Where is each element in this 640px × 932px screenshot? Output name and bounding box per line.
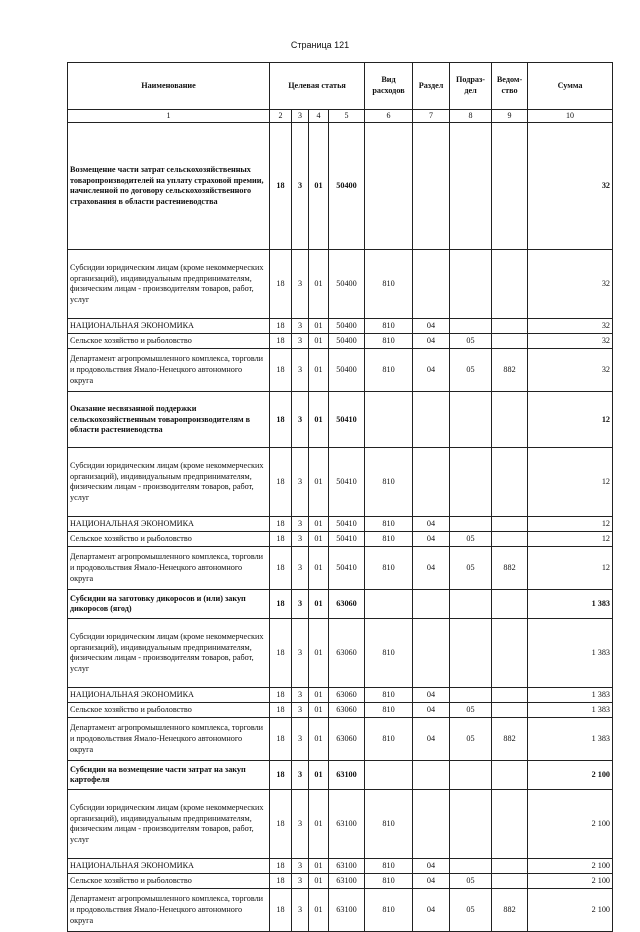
cell-code-4: 63060 <box>329 688 365 703</box>
cell-subsection <box>450 250 492 319</box>
cell-sum: 2 100 <box>528 889 613 932</box>
cell-subsection: 05 <box>450 703 492 718</box>
cell-expense-type <box>365 761 413 790</box>
cell-name: Сельское хозяйство и рыболовство <box>68 532 270 547</box>
cell-code-4: 63100 <box>329 761 365 790</box>
cell-expense-type <box>365 392 413 448</box>
cell-code-1: 18 <box>270 319 292 334</box>
cell-expense-type: 810 <box>365 619 413 688</box>
cell-code-4: 63100 <box>329 889 365 932</box>
cell-code-2: 3 <box>292 448 309 517</box>
cell-code-4: 50400 <box>329 334 365 349</box>
cell-subsection <box>450 319 492 334</box>
table-row <box>68 250 613 319</box>
cell-name: НАЦИОНАЛЬНАЯ ЭКОНОМИКА <box>68 859 270 874</box>
cell-code-3: 01 <box>309 532 329 547</box>
cell-section: 04 <box>413 718 450 761</box>
cell-sum: 1 383 <box>528 718 613 761</box>
cell-code-2: 3 <box>292 334 309 349</box>
column-number: 8 <box>450 110 492 123</box>
column-number: 4 <box>309 110 329 123</box>
column-number: 2 <box>270 110 292 123</box>
cell-code-3: 01 <box>309 547 329 590</box>
cell-code-2: 3 <box>292 790 309 859</box>
cell-expense-type: 810 <box>365 688 413 703</box>
cell-code-4: 50410 <box>329 532 365 547</box>
cell-name: Сельское хозяйство и рыболовство <box>68 874 270 889</box>
cell-section <box>413 392 450 448</box>
cell-expense-type: 810 <box>365 517 413 532</box>
cell-department <box>492 250 528 319</box>
cell-code-2: 3 <box>292 761 309 790</box>
table-row <box>68 123 613 250</box>
cell-department <box>492 517 528 532</box>
header-department: Ведом-ство <box>492 63 528 110</box>
table-row <box>68 619 613 688</box>
cell-name: Субсидии юридическим лицам (кроме некоммерческих организаций), индивидуальным предпринимателям, физическим лицам - производителям товаров, работ, услуг <box>68 448 270 517</box>
cell-code-1: 18 <box>270 874 292 889</box>
cell-code-2: 3 <box>292 874 309 889</box>
header-subsection: Подраз-дел <box>450 63 492 110</box>
cell-subsection <box>450 448 492 517</box>
cell-code-2: 3 <box>292 590 309 619</box>
cell-name: Департамент агропромышленного комплекса, торговли и продовольствия Ямало-Ненецкого автономного округа <box>68 349 270 392</box>
cell-code-2: 3 <box>292 859 309 874</box>
cell-code-2: 3 <box>292 889 309 932</box>
cell-code-3: 01 <box>309 448 329 517</box>
page-number-label: Страница 121 <box>290 40 350 50</box>
cell-expense-type: 810 <box>365 874 413 889</box>
cell-code-4: 50400 <box>329 319 365 334</box>
table-row <box>68 718 613 761</box>
cell-code-3: 01 <box>309 761 329 790</box>
cell-code-2: 3 <box>292 547 309 590</box>
cell-name: НАЦИОНАЛЬНАЯ ЭКОНОМИКА <box>68 517 270 532</box>
cell-code-1: 18 <box>270 392 292 448</box>
cell-code-1: 18 <box>270 718 292 761</box>
cell-code-4: 50400 <box>329 123 365 250</box>
cell-code-4: 50410 <box>329 448 365 517</box>
cell-code-2: 3 <box>292 250 309 319</box>
cell-section <box>413 123 450 250</box>
cell-department <box>492 448 528 517</box>
column-number: 7 <box>413 110 450 123</box>
cell-department: 882 <box>492 889 528 932</box>
cell-code-4: 63060 <box>329 590 365 619</box>
cell-sum: 1 383 <box>528 688 613 703</box>
cell-subsection <box>450 688 492 703</box>
cell-expense-type: 810 <box>365 319 413 334</box>
cell-section: 04 <box>413 703 450 718</box>
cell-section <box>413 619 450 688</box>
cell-sum: 32 <box>528 123 613 250</box>
cell-expense-type: 810 <box>365 334 413 349</box>
cell-code-1: 18 <box>270 859 292 874</box>
cell-name: НАЦИОНАЛЬНАЯ ЭКОНОМИКА <box>68 319 270 334</box>
table-row <box>68 790 613 859</box>
cell-code-1: 18 <box>270 517 292 532</box>
cell-sum: 32 <box>528 250 613 319</box>
cell-code-2: 3 <box>292 349 309 392</box>
cell-section: 04 <box>413 688 450 703</box>
table-row <box>68 547 613 590</box>
cell-subsection: 05 <box>450 334 492 349</box>
cell-code-1: 18 <box>270 619 292 688</box>
cell-name: Оказание несвязанной поддержки сельскохозяйственным товаропроизводителям в области растениеводства <box>68 392 270 448</box>
cell-subsection: 05 <box>450 532 492 547</box>
cell-code-3: 01 <box>309 874 329 889</box>
cell-section <box>413 448 450 517</box>
cell-section <box>413 590 450 619</box>
cell-code-1: 18 <box>270 123 292 250</box>
cell-department <box>492 590 528 619</box>
cell-expense-type: 810 <box>365 547 413 590</box>
cell-code-3: 01 <box>309 517 329 532</box>
cell-section <box>413 250 450 319</box>
cell-section: 04 <box>413 889 450 932</box>
cell-subsection <box>450 123 492 250</box>
cell-code-2: 3 <box>292 532 309 547</box>
cell-code-3: 01 <box>309 590 329 619</box>
cell-sum: 1 383 <box>528 590 613 619</box>
cell-code-3: 01 <box>309 349 329 392</box>
cell-code-3: 01 <box>309 334 329 349</box>
cell-code-3: 01 <box>309 123 329 250</box>
cell-section: 04 <box>413 334 450 349</box>
header-sum: Сумма <box>528 63 613 110</box>
cell-code-1: 18 <box>270 349 292 392</box>
cell-code-2: 3 <box>292 718 309 761</box>
cell-subsection: 05 <box>450 889 492 932</box>
cell-code-2: 3 <box>292 703 309 718</box>
cell-sum: 1 383 <box>528 703 613 718</box>
cell-code-1: 18 <box>270 532 292 547</box>
cell-code-3: 01 <box>309 688 329 703</box>
cell-sum: 1 383 <box>528 619 613 688</box>
cell-expense-type: 810 <box>365 790 413 859</box>
cell-code-1: 18 <box>270 688 292 703</box>
cell-name: Сельское хозяйство и рыболовство <box>68 334 270 349</box>
cell-code-3: 01 <box>309 619 329 688</box>
cell-department <box>492 532 528 547</box>
cell-code-3: 01 <box>309 859 329 874</box>
cell-department <box>492 874 528 889</box>
table-row <box>68 703 613 718</box>
table-row <box>68 517 613 532</box>
cell-subsection: 05 <box>450 874 492 889</box>
table-row <box>68 448 613 517</box>
cell-code-4: 63100 <box>329 859 365 874</box>
cell-section: 04 <box>413 532 450 547</box>
cell-code-1: 18 <box>270 703 292 718</box>
cell-code-4: 63100 <box>329 874 365 889</box>
cell-sum: 32 <box>528 349 613 392</box>
budget-table <box>67 62 613 932</box>
cell-code-1: 18 <box>270 590 292 619</box>
cell-subsection: 05 <box>450 718 492 761</box>
cell-code-2: 3 <box>292 517 309 532</box>
cell-department <box>492 688 528 703</box>
cell-subsection <box>450 790 492 859</box>
table-row <box>68 889 613 932</box>
cell-name: НАЦИОНАЛЬНАЯ ЭКОНОМИКА <box>68 688 270 703</box>
cell-expense-type: 810 <box>365 859 413 874</box>
cell-section <box>413 790 450 859</box>
cell-sum: 12 <box>528 517 613 532</box>
table-body <box>68 123 613 932</box>
cell-section: 04 <box>413 319 450 334</box>
cell-code-1: 18 <box>270 250 292 319</box>
table-row <box>68 334 613 349</box>
cell-code-1: 18 <box>270 547 292 590</box>
cell-expense-type: 810 <box>365 703 413 718</box>
cell-code-3: 01 <box>309 703 329 718</box>
cell-expense-type: 810 <box>365 250 413 319</box>
cell-subsection <box>450 619 492 688</box>
cell-code-3: 01 <box>309 718 329 761</box>
table-row <box>68 319 613 334</box>
cell-sum: 32 <box>528 334 613 349</box>
cell-section: 04 <box>413 874 450 889</box>
cell-code-3: 01 <box>309 790 329 859</box>
cell-code-4: 63060 <box>329 718 365 761</box>
header-expense-type: Вид расходов <box>365 63 413 110</box>
cell-department <box>492 619 528 688</box>
cell-name: Субсидии на возмещение части затрат на закуп картофеля <box>68 761 270 790</box>
cell-expense-type <box>365 123 413 250</box>
cell-subsection <box>450 392 492 448</box>
cell-sum: 12 <box>528 448 613 517</box>
table-row <box>68 688 613 703</box>
header-name: Наименование <box>68 63 270 110</box>
cell-sum: 32 <box>528 319 613 334</box>
cell-sum: 12 <box>528 547 613 590</box>
cell-name: Сельское хозяйство и рыболовство <box>68 703 270 718</box>
cell-subsection: 05 <box>450 349 492 392</box>
cell-code-2: 3 <box>292 123 309 250</box>
cell-code-2: 3 <box>292 619 309 688</box>
column-number-row <box>68 110 613 123</box>
column-number: 6 <box>365 110 413 123</box>
cell-subsection <box>450 517 492 532</box>
table-row <box>68 859 613 874</box>
cell-code-4: 63060 <box>329 619 365 688</box>
table-row <box>68 532 613 547</box>
cell-code-3: 01 <box>309 319 329 334</box>
cell-section: 04 <box>413 349 450 392</box>
cell-expense-type <box>365 590 413 619</box>
cell-department <box>492 334 528 349</box>
cell-name: Субсидии юридическим лицам (кроме некоммерческих организаций), индивидуальным предпринимателям, физическим лицам - производителям товаров, работ, услуг <box>68 619 270 688</box>
cell-name: Субсидии юридическим лицам (кроме некоммерческих организаций), индивидуальным предпринимателям, физическим лицам - производителям товаров, работ, услуг <box>68 790 270 859</box>
header-target-article: Целевая статья <box>270 63 365 110</box>
cell-expense-type: 810 <box>365 532 413 547</box>
cell-subsection <box>450 761 492 790</box>
column-number: 10 <box>528 110 613 123</box>
cell-department <box>492 703 528 718</box>
cell-name: Департамент агропромышленного комплекса, торговли и продовольствия Ямало-Ненецкого автономного округа <box>68 547 270 590</box>
cell-code-4: 50410 <box>329 392 365 448</box>
table-row <box>68 392 613 448</box>
cell-sum: 2 100 <box>528 790 613 859</box>
cell-name: Субсидии на заготовку дикоросов и (или) закуп дикоросов (ягод) <box>68 590 270 619</box>
cell-name: Возмещение части затрат сельскохозяйственных товаропроизводителей на уплату страховой премии, начисленной по договору сельскохозяйственного страхования в области растениеводства <box>68 123 270 250</box>
cell-section: 04 <box>413 859 450 874</box>
cell-department <box>492 319 528 334</box>
cell-subsection <box>450 590 492 619</box>
cell-section <box>413 761 450 790</box>
cell-code-4: 50410 <box>329 517 365 532</box>
cell-sum: 2 100 <box>528 874 613 889</box>
cell-department: 882 <box>492 349 528 392</box>
cell-code-1: 18 <box>270 790 292 859</box>
cell-section: 04 <box>413 547 450 590</box>
cell-code-4: 50400 <box>329 349 365 392</box>
cell-department <box>492 392 528 448</box>
table-row <box>68 590 613 619</box>
table-row <box>68 349 613 392</box>
cell-sum: 12 <box>528 392 613 448</box>
cell-code-3: 01 <box>309 392 329 448</box>
cell-department <box>492 790 528 859</box>
cell-department <box>492 123 528 250</box>
column-number: 9 <box>492 110 528 123</box>
cell-expense-type: 810 <box>365 718 413 761</box>
cell-sum: 2 100 <box>528 859 613 874</box>
cell-code-2: 3 <box>292 688 309 703</box>
column-number: 3 <box>292 110 309 123</box>
header-section: Раздел <box>413 63 450 110</box>
table-row <box>68 874 613 889</box>
cell-code-3: 01 <box>309 250 329 319</box>
cell-name: Департамент агропромышленного комплекса, торговли и продовольствия Ямало-Ненецкого автономного округа <box>68 889 270 932</box>
cell-code-4: 63060 <box>329 703 365 718</box>
cell-code-1: 18 <box>270 334 292 349</box>
cell-code-2: 3 <box>292 319 309 334</box>
cell-section: 04 <box>413 517 450 532</box>
cell-code-3: 01 <box>309 889 329 932</box>
cell-sum: 2 100 <box>528 761 613 790</box>
column-number: 1 <box>68 110 270 123</box>
cell-name: Департамент агропромышленного комплекса, торговли и продовольствия Ямало-Ненецкого автономного округа <box>68 718 270 761</box>
cell-department <box>492 859 528 874</box>
cell-code-1: 18 <box>270 889 292 932</box>
cell-code-2: 3 <box>292 392 309 448</box>
table-row <box>68 761 613 790</box>
cell-code-4: 50400 <box>329 250 365 319</box>
cell-department <box>492 761 528 790</box>
cell-subsection <box>450 859 492 874</box>
cell-code-1: 18 <box>270 761 292 790</box>
cell-expense-type: 810 <box>365 448 413 517</box>
column-number: 5 <box>329 110 365 123</box>
cell-subsection: 05 <box>450 547 492 590</box>
cell-department: 882 <box>492 547 528 590</box>
cell-sum: 12 <box>528 532 613 547</box>
cell-expense-type: 810 <box>365 349 413 392</box>
cell-name: Субсидии юридическим лицам (кроме некоммерческих организаций), индивидуальным предпринимателям, физическим лицам - производителям товаров, работ, услуг <box>68 250 270 319</box>
cell-code-4: 63100 <box>329 790 365 859</box>
cell-department: 882 <box>492 718 528 761</box>
cell-expense-type: 810 <box>365 889 413 932</box>
table-header-row <box>68 63 613 110</box>
cell-code-1: 18 <box>270 448 292 517</box>
cell-code-4: 50410 <box>329 547 365 590</box>
